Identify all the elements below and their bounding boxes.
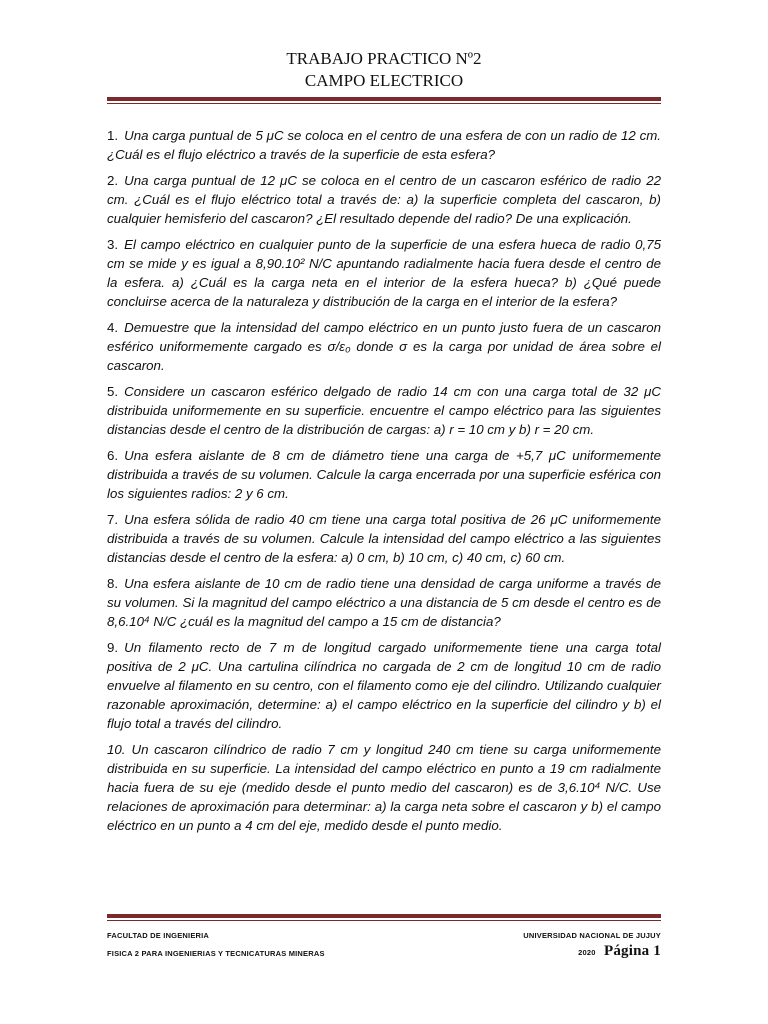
footer-page-number: Página 1 — [603, 943, 661, 959]
document-subtitle: CAMPO ELECTRICO — [304, 71, 464, 90]
document-title: TRABAJO PRACTICO Nº2 — [286, 49, 482, 68]
footer-rule-thick — [107, 914, 661, 918]
footer-university: UNIVERSIDAD NACIONAL DE JUJUY — [523, 931, 661, 940]
footer-page-info — [578, 943, 661, 960]
problem-3: 3. El campo eléctrico en cualquier punto de la superficie de una esfera hueca de radio 0,75 cm se mide y es igual a 8,90.10² N/C apuntando radialmente hacia fuera desde el centro de la esfera. a) ¿Cuál es la carga neta en el interior de la esfera hueca? b) ¿Qué puede concluirse acerca de la naturaleza y distribución de la carga en el interior de la esfera? — [107, 237, 661, 309]
footer-row-bottom — [107, 943, 661, 966]
problem-7: 7. Una esfera sólida de radio 40 cm tiene una carga total positiva de 26 μC uniformemente distribuida a través de su volumen. Calcule la intensidad del campo eléctrico a las siguientes distancias desde el centro de la esfera: a) 0 cm, b) 10 cm, c) 40 cm, c) 60 cm. — [107, 512, 661, 565]
problem-1: 1. Una carga puntual de 5 μC se coloca en el centro de una esfera de con un radio de 12 cm. ¿Cuál es el flujo eléctrico a través de la superficie de esta esfera? — [107, 128, 661, 162]
footer-rule-thin — [107, 920, 661, 921]
header-rule-thick — [107, 97, 661, 101]
footer-year: 2020 — [578, 948, 596, 957]
problem-2: 2. Una carga puntual de 12 μC se coloca en el centro de un cascaron esférico de radio 22 cm. ¿Cuál es el flujo eléctrico total a través de: a) la superficie completa del cascaron, b) cualquier hemisferio del cascaron? ¿El resultado depende del radio? De una explicación. — [107, 173, 661, 226]
problem-6: 6. Una esfera aislante de 8 cm de diámetro tiene una carga de +5,7 μC uniformemente distribuida a través de su volumen. Calcule la carga encerrada por una superficie esférica con los siguientes radios: 2 y 6 cm. — [107, 448, 661, 501]
problem-10: 10. Un cascaron cilíndrico de radio 7 cm y longitud 240 cm tiene su carga uniformemente distribuida en su superficie. La intensidad del campo eléctrico en punto a 19 cm radialmente hacia fuera de su eje (medido desde el punto medio del cascaron) es de 3,6.10⁴ N/C. Use relaciones de aproximación para determinar: a) la carga neta sobre el cascaron y b) el campo eléctrico en un punto a 4 cm del eje, medido desde el punto medio. — [107, 742, 661, 833]
problem-list — [107, 126, 661, 842]
footer-faculty: FACULTAD DE INGENIERIA — [107, 931, 210, 940]
document-header — [0, 48, 768, 92]
problem-8: 8. Una esfera aislante de 10 cm de radio tiene una densidad de carga uniforme a través de su volumen. Si la magnitud del campo eléctrico a una distancia de 5 cm desde el centro es de 8,6.10⁴ N/C ¿cuál es la magnitud del campo a 15 cm de distancia? — [107, 576, 661, 629]
problem-9: 9. Un filamento recto de 7 m de longitud cargado uniformemente tiene una carga total positiva de 2 μC. Una cartulina cilíndrica no cargada de 2 cm de longitud 10 cm de radio envuelve al filamento en su centro, con el filamento como eje del cilindro. Utilizando cualquier razonable aproximación, determine: a) el campo eléctrico en la superficie del cilindro y b) el flujo total a través del cilindro. — [107, 640, 661, 731]
header-rule-thin — [107, 103, 661, 104]
footer-row-top — [107, 931, 661, 940]
footer-course: FISICA 2 PARA INGENIERIAS Y TECNICATURAS MINERAS — [107, 949, 325, 958]
problem-5: 5. Considere un cascaron esférico delgado de radio 14 cm con una carga total de 32 μC distribuida uniformemente en su superficie. encuentre el campo eléctrico para las siguientes distancias desde el centro de la distribución de cargas: a) r = 10 cm y b) r = 20 cm. — [107, 384, 661, 437]
problem-4: 4. Demuestre que la intensidad del campo eléctrico en un punto justo fuera de un cascaron esférico uniformemente cargado es σ/ε₀ donde σ es la carga por unidad de área sobre el cascaron. — [107, 320, 661, 373]
